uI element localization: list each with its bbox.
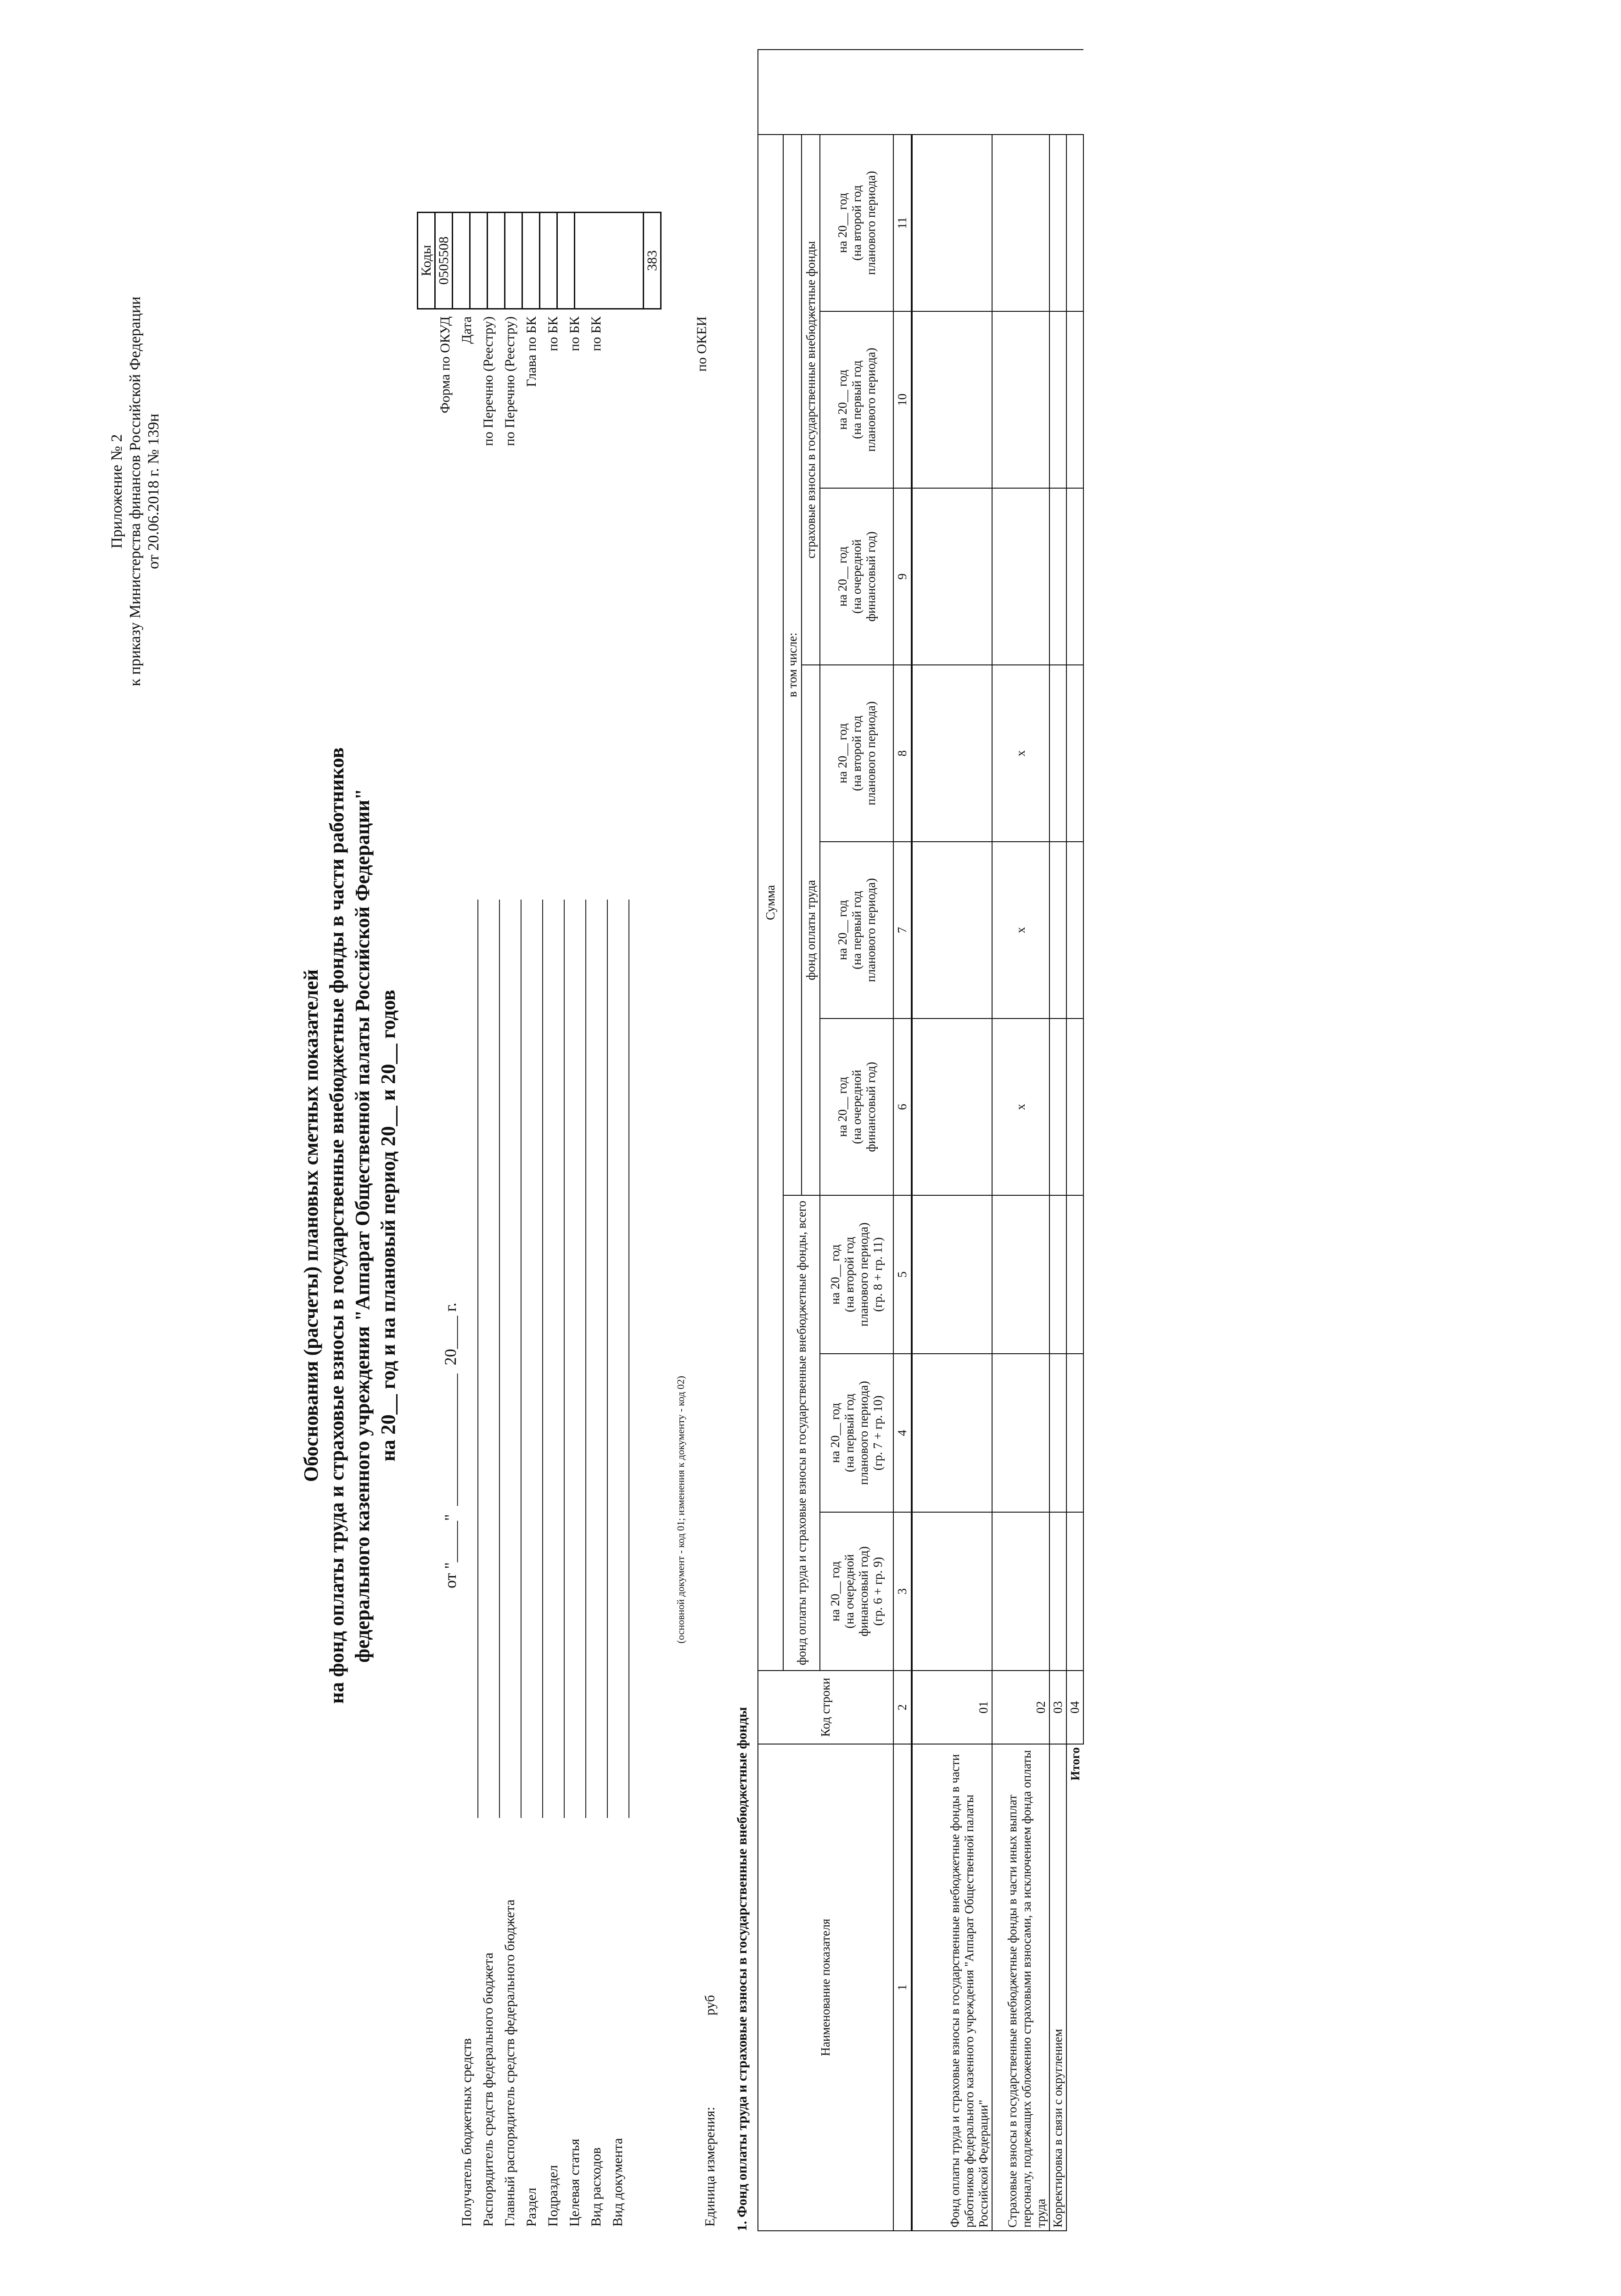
label-document-type: Вид документа (610, 2138, 625, 2227)
label-section: Раздел (524, 2188, 539, 2227)
code-bk-3 (557, 213, 575, 309)
col-number-1: 1 (893, 1744, 912, 2231)
code-bk-2 (540, 213, 557, 309)
fill-line-recipient (477, 900, 478, 1818)
col-number-10: 10 (893, 311, 912, 488)
header-wage-fund: фонд оплаты труда (802, 665, 820, 1195)
header-col-8: на 20__ год (на второй год планового периода) (820, 665, 893, 842)
total-c4 (1066, 1354, 1083, 1512)
title-line-3: федерального казенного учреждения "Аппарат Общественной палаты Российской Федерации" (351, 788, 374, 1663)
code-bk-1 (522, 213, 540, 309)
row-01-code: 01 (912, 1671, 992, 1744)
form-title (298, 606, 401, 1846)
fill-line-subsection (564, 900, 565, 1818)
header-total: фонд оплаты труда и страховые взносы в государственные внебюджетные фонды, всего (783, 1195, 820, 1671)
label-chief-manager: Главный распорядитель средств федерального бюджета (502, 1899, 517, 2227)
row-03-c11 (1049, 135, 1066, 311)
code-date (453, 213, 470, 309)
appendix-block (108, 239, 163, 744)
row-02-name: Страховые взносы в государственные внебюджетные фонды в части иных выплат персоналу, подлежащих обложению страховыми взносами, за исключением фонда оплаты труда (992, 1744, 1049, 2231)
header-including: в том числе: (783, 135, 802, 1195)
row-03-code: 03 (1049, 1671, 1066, 1744)
row-03-c3 (1049, 1512, 1066, 1671)
col-number-6: 6 (893, 1019, 912, 1195)
col-number-9: 9 (893, 488, 912, 665)
section-title: 1. Фонд оплаты труда и страховые взносы в государственные внебюджетные фонды (735, 1707, 750, 2231)
label-subsection: Подраздел (545, 2165, 561, 2227)
label-chapter-bk: Глава по БК (524, 316, 539, 387)
fill-line-manager (499, 900, 500, 1818)
header-col-9: на 20__ год (на очередной финансовый год) (820, 488, 893, 665)
row-01-c9 (912, 488, 992, 665)
header-col-11: на 20__ год (на второй год планового периода) (820, 135, 893, 311)
col-number-11: 11 (893, 135, 912, 311)
col-number-8: 8 (893, 665, 912, 842)
total-c5 (1066, 1195, 1083, 1354)
fill-line-section (542, 900, 543, 1818)
label-expense-type: Вид расходов (589, 2147, 604, 2227)
row-02-c8: x (992, 665, 1049, 842)
row-01-name: Фонд оплаты труда и страховые взносы в государственные внебюджетные фонды в части работников федерального казенного учреждения "Аппарат Общественной палаты Российской Федерации" (912, 1744, 992, 2231)
row-03-c5 (1049, 1195, 1066, 1354)
title-line-2: на фонд оплаты труда и страховые взносы в государственные внебюджетные фонды в части работников (325, 747, 348, 1704)
fill-line-expense-type (607, 900, 608, 1818)
row-01-c5 (912, 1195, 992, 1354)
row-03-c6 (1049, 1019, 1066, 1195)
row-02-c10 (992, 311, 1049, 488)
row-03-c8 (1049, 665, 1066, 842)
label-registry-2: по Перечню (Реестру) (502, 316, 517, 446)
row-02-c6: x (992, 1019, 1049, 1195)
row-01-c6 (912, 1019, 992, 1195)
row-02-c9 (992, 488, 1049, 665)
total-code: 04 (1066, 1671, 1083, 1744)
fill-line-chief-manager (521, 900, 522, 1818)
header-col-6: на 20__ год (на очередной финансовый год) (820, 1019, 893, 1195)
label-registry-1: по Перечню (Реестру) (481, 316, 496, 446)
header-sum: Сумма (758, 135, 783, 1671)
header-col-5: на 20__ год (на второй год планового периода) (гр. 8 + гр. 11) (820, 1195, 893, 1354)
label-okei: по ОКЕИ (694, 316, 709, 372)
appendix-line-3: от 20.06.2018 г. № 139н (145, 413, 162, 569)
total-c10 (1066, 311, 1083, 488)
unit-value: руб (702, 1995, 718, 2015)
label-recipient: Получатель бюджетных средств (459, 2038, 474, 2227)
row-02-code: 02 (992, 1671, 1049, 1744)
row-02-c3 (992, 1512, 1049, 1671)
header-code: Код строки (758, 1671, 893, 1744)
code-registry-1 (470, 213, 488, 309)
col-number-2: 2 (893, 1671, 912, 1744)
row-02-c11 (992, 135, 1049, 311)
row-02-c7: x (992, 842, 1049, 1019)
row-02-c5 (992, 1195, 1049, 1354)
code-okei: 383 (644, 213, 661, 309)
total-c11 (1066, 135, 1083, 311)
header-col-3: на 20__ год (на очередной финансовый год) (гр. 6 + гр. 9) (820, 1512, 893, 1671)
row-03-c7 (1049, 842, 1066, 1019)
codes-table (417, 212, 662, 310)
row-03-c10 (1049, 311, 1066, 488)
total-c7 (1066, 842, 1083, 1019)
main-table (757, 49, 1084, 2231)
code-okud: 0505508 (435, 213, 453, 309)
label-bk-1: по БК (545, 316, 561, 351)
row-01-c7 (912, 842, 992, 1019)
fill-line-target-item (585, 900, 586, 1818)
fill-line-document-type (628, 900, 629, 1818)
col-number-7: 7 (893, 842, 912, 1019)
total-c6 (1066, 1019, 1083, 1195)
header-col-10: на 20__ год (на первый год планового периода) (820, 311, 893, 488)
row-01-c11 (912, 135, 992, 311)
col-number-5: 5 (893, 1195, 912, 1354)
appendix-line-1: Приложение № 2 (108, 434, 125, 549)
total-label: Итого (1066, 1744, 1083, 2231)
col-number-4: 4 (893, 1354, 912, 1512)
label-bk-3: по БК (589, 316, 604, 351)
total-c8 (1066, 665, 1083, 842)
row-01-c3 (912, 1512, 992, 1671)
code-document-type (575, 213, 644, 309)
header-insurance: страховые взносы в государственные внебюджетные фонды (802, 135, 820, 665)
label-bk-2: по БК (567, 316, 582, 351)
row-03-name: Корректировка в связи с округлением (1049, 1744, 1066, 2231)
row-01-c10 (912, 311, 992, 488)
header-col-4: на 20__ год (на первый год планового периода) (гр. 7 + гр. 10) (820, 1354, 893, 1512)
document-type-note: (основной документ - код 01; изменения к документу - код 02) (675, 1376, 686, 1643)
total-c3 (1066, 1512, 1083, 1671)
codes-header: Коды (418, 213, 435, 309)
row-02-c4 (992, 1354, 1049, 1512)
code-registry-2 (488, 213, 505, 309)
table-row (912, 50, 992, 2231)
unit-label: Единица измерения: (702, 2107, 718, 2227)
document-date: от "_____" ________________ 20____ г. (441, 1302, 460, 1588)
label-date: Дата (459, 316, 474, 344)
appendix-line-2: к приказу Министерства финансов Российской Федерации (127, 296, 144, 687)
blank-edge (758, 50, 1083, 135)
row-03-c9 (1049, 488, 1066, 665)
table-row (1049, 50, 1066, 2231)
title-line-4: на 20__ год и на плановый период 20__ и 20__ годов (377, 990, 399, 1462)
total-c9 (1066, 488, 1083, 665)
label-okud: Форма по ОКУД (438, 316, 453, 414)
label-target-item: Целевая статья (567, 2138, 582, 2227)
row-01-c4 (912, 1354, 992, 1512)
table-row (992, 50, 1049, 2231)
header-name: Наименование показателя (758, 1744, 893, 2231)
row-01-c8 (912, 665, 992, 842)
row-03-c4 (1049, 1354, 1066, 1512)
col-number-3: 3 (893, 1512, 912, 1671)
code-chapter-bk (505, 213, 522, 309)
header-col-7: на 20__ год (на первый год планового периода) (820, 842, 893, 1019)
table-row-total (1066, 50, 1083, 2231)
label-manager: Распорядитель средств федерального бюджета (481, 1953, 496, 2227)
title-line-1: Обоснования (расчеты) плановых сметных показателей (300, 969, 322, 1482)
